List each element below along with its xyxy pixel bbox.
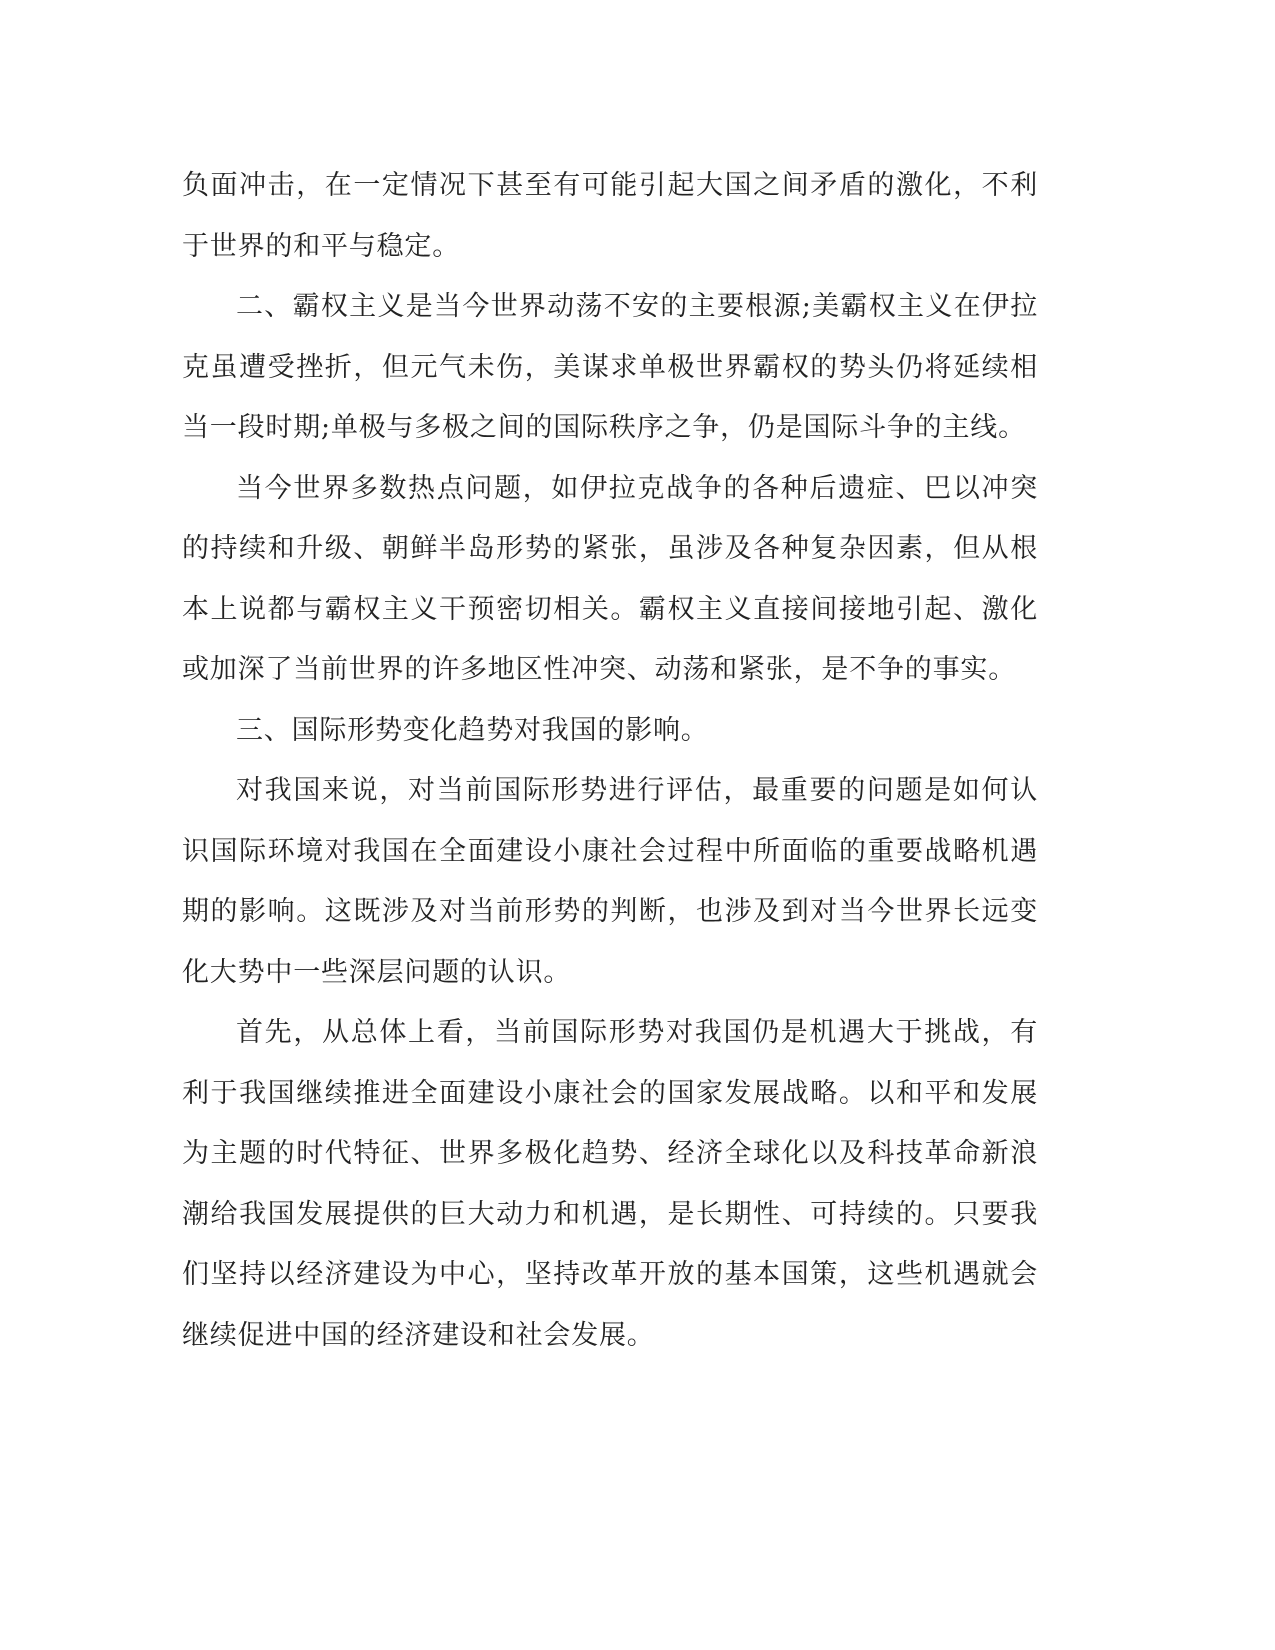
paragraph-assessment: 对我国来说，对当前国际形势进行评估，最重要的问题是如何认识国际环境对我国在全面建设小康社会过程中所面临的重要战略机遇期的影响。这既涉及对当前形势的判断，也涉及到对当今世界长远变化大势中一些深层问题的认识。 [182, 775, 1038, 988]
paragraph-opportunities: 首先，从总体上看，当前国际形势对我国仍是机遇大于挑战，有利于我国继续推进全面建设小康社会的国家发展战略。以和平和发展为主题的时代特征、世界多极化趋势、经济全球化以及科技革命新浪潮给我国发展提供的巨大动力和机遇，是长期性、可持续的。只要我们坚持以经济建设为中心，坚持改革开放的基本国策，这些机遇就会继续促进中国的经济建设和社会发展。 [182, 1017, 1038, 1351]
paragraph-section-three-heading: 三、国际形势变化趋势对我国的影响。 [236, 714, 709, 746]
paragraph-continuation: 负面冲击，在一定情况下甚至有可能引起大国之间矛盾的激化，不利于世界的和平与稳定。 [182, 170, 1038, 262]
paragraph-hegemonism-heading: 二、霸权主义是当今世界动荡不安的主要根源;美霸权主义在伊拉克虽遭受挫折，但元气未伤，美谋求单极世界霸权的势头仍将延续相当一段时期;单极与多极之间的国际秩序之争，仍是国际斗争的主线。 [182, 291, 1038, 443]
paragraph-hotspot-issues: 当今世界多数热点问题，如伊拉克战争的各种后遗症、巴以冲突的持续和升级、朝鲜半岛形势的紧张，虽涉及各种复杂因素，但从根本上说都与霸权主义干预密切相关。霸权主义直接间接地引起、激化或加深了当前世界的许多地区性冲突、动荡和紧张，是不争的事实。 [182, 472, 1038, 685]
body-text [182, 156, 1038, 1366]
